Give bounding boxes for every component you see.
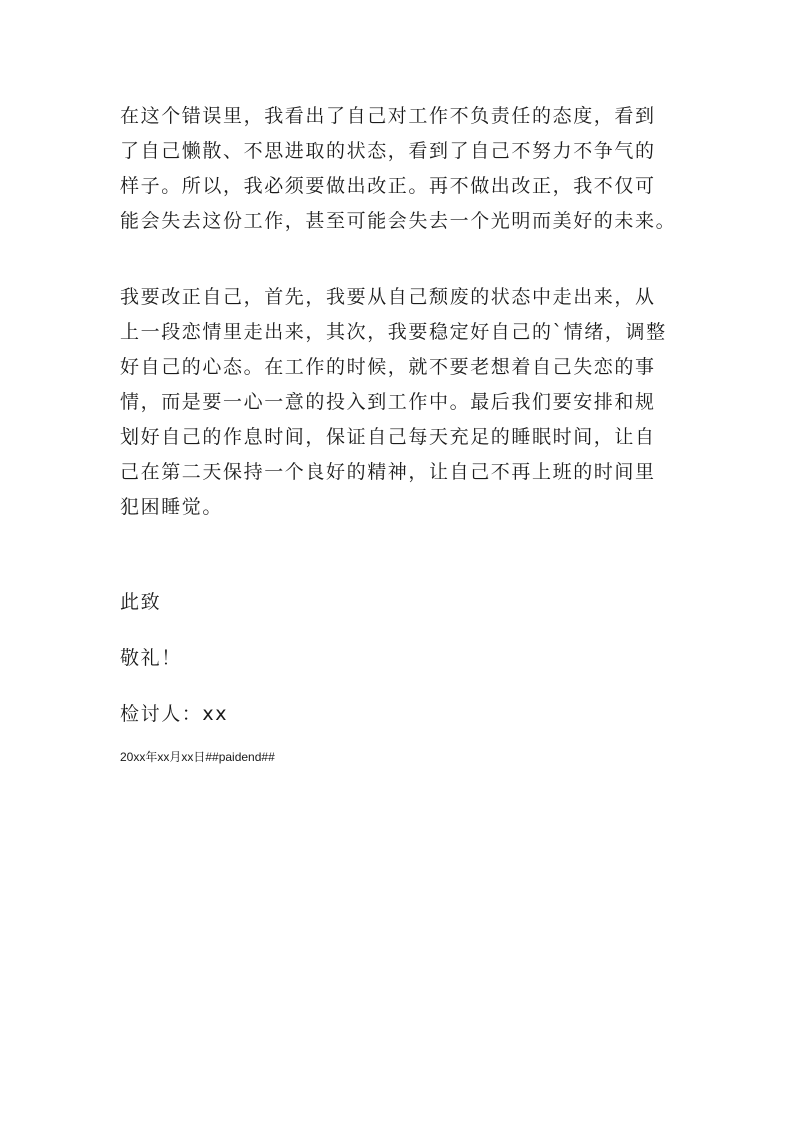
paragraph-line: 我要改正自己，首先，我要从自己颓废的状态中走出来，从 bbox=[120, 286, 656, 308]
paragraph-line: 犯困睡觉。 bbox=[120, 496, 224, 518]
paragraph-line: 在这个错误里，我看出了自己对工作不负责任的态度，看到 bbox=[120, 105, 656, 127]
signer-line: 检讨人：xx bbox=[120, 703, 229, 725]
closing-salutation: 此致 bbox=[120, 591, 162, 613]
paragraph-line: 能会失去这份工作，甚至可能会失去一个光明而美好的未来。 bbox=[120, 210, 677, 232]
paragraph-line: 样子。所以，我必须要做出改正。再不做出改正，我不仅可 bbox=[120, 175, 656, 197]
paragraph-reflection bbox=[120, 99, 700, 239]
closing-respect: 敬礼！ bbox=[120, 647, 182, 669]
paragraph-correction-plan bbox=[120, 280, 680, 525]
paragraph-line: 情，而是要一心一意的投入到工作中。最后我们要安排和规 bbox=[120, 391, 656, 413]
date-line: 20xx年xx月xx日##paidend## bbox=[120, 750, 275, 764]
paragraph-line: 划好自己的作息时间，保证自己每天充足的睡眠时间，让自 bbox=[120, 426, 656, 448]
paragraph-line: 上一段恋情里走出来，其次，我要稳定好自己的`情绪，调整 bbox=[120, 321, 667, 343]
paragraph-line: 好自己的心态。在工作的时候，就不要老想着自己失恋的事 bbox=[120, 356, 656, 378]
paragraph-line: 己在第二天保持一个良好的精神，让自己不再上班的时间里 bbox=[120, 461, 656, 483]
paragraph-line: 了自己懒散、不思进取的状态，看到了自己不努力不争气的 bbox=[120, 140, 656, 162]
